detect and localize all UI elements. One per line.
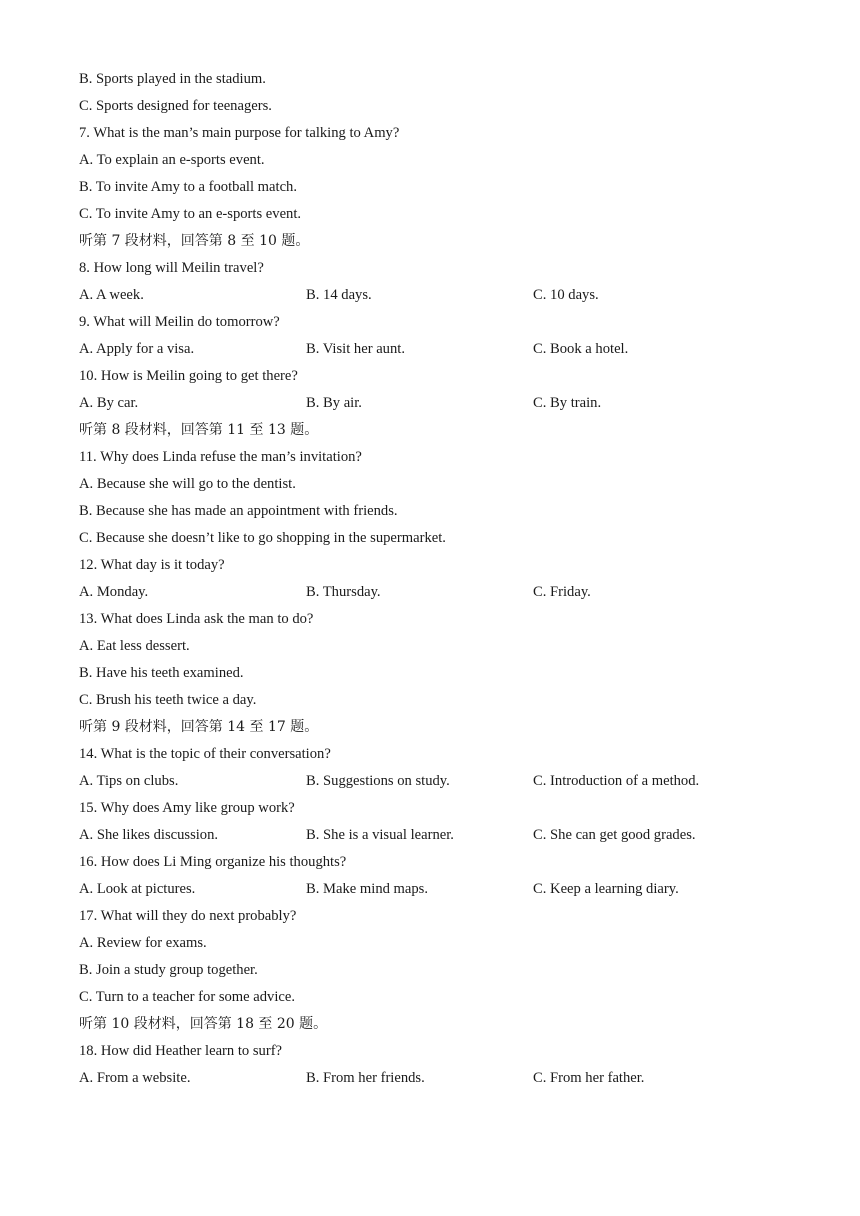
- answer-option: C. Brush his teeth twice a day.: [79, 692, 257, 708]
- answer-option: A. Eat less dessert.: [79, 638, 190, 654]
- question-text: 12. What day is it today?: [79, 557, 225, 573]
- section-instruction: 听第 9 段材料，回答第 14 至 17 题。: [79, 719, 319, 735]
- question-list: [79, 68, 799, 1094]
- answer-option-a: A. Tips on clubs.: [79, 773, 179, 789]
- question-text: 15. Why does Amy like group work?: [79, 800, 295, 816]
- answer-options-row: [79, 581, 799, 608]
- answer-option-b: B. She is a visual learner.: [306, 827, 454, 843]
- answer-option-b: B. From her friends.: [306, 1070, 425, 1086]
- answer-option: B. Join a study group together.: [79, 962, 258, 978]
- answer-option-c: C. 10 days.: [533, 287, 599, 303]
- answer-option-c: C. Book a hotel.: [533, 341, 629, 357]
- answer-option-b: B. By air.: [306, 395, 362, 411]
- answer-option-a: A. Look at pictures.: [79, 881, 196, 897]
- answer-option: C. Because she doesn’t like to go shopping in the supermarket.: [79, 530, 446, 546]
- question-text: 14. What is the topic of their conversation?: [79, 746, 331, 762]
- answer-option: B. Sports played in the stadium.: [79, 71, 266, 87]
- section-instruction: 听第 10 段材料，回答第 18 至 20 题。: [79, 1016, 328, 1032]
- answer-options-row: [79, 284, 799, 311]
- answer-option-b: B. Thursday.: [306, 584, 381, 600]
- answer-option: B. Because she has made an appointment with friends.: [79, 503, 398, 519]
- answer-option-b: B. 14 days.: [306, 287, 372, 303]
- answer-options-row: [79, 824, 799, 851]
- answer-option: B. Have his teeth examined.: [79, 665, 244, 681]
- answer-option-a: A. A week.: [79, 287, 144, 303]
- question-text: 17. What will they do next probably?: [79, 908, 297, 924]
- question-text: 16. How does Li Ming organize his thoughts?: [79, 854, 347, 870]
- answer-option: C. To invite Amy to an e-sports event.: [79, 206, 302, 222]
- answer-option-b: B. Visit her aunt.: [306, 341, 405, 357]
- answer-option: A. Review for exams.: [79, 935, 207, 951]
- answer-option-a: A. Monday.: [79, 584, 149, 600]
- answer-option: C. Turn to a teacher for some advice.: [79, 989, 296, 1005]
- answer-options-row: [79, 770, 799, 797]
- answer-option: B. To invite Amy to a football match.: [79, 179, 297, 195]
- answer-option-a: A. From a website.: [79, 1070, 191, 1086]
- answer-option-c: C. By train.: [533, 395, 602, 411]
- answer-options-row: [79, 878, 799, 905]
- answer-option: A. Because she will go to the dentist.: [79, 476, 296, 492]
- answer-option: A. To explain an e-sports event.: [79, 152, 265, 168]
- answer-option-c: C. Friday.: [533, 584, 591, 600]
- question-text: 11. Why does Linda refuse the man’s invitation?: [79, 449, 362, 465]
- question-text: 9. What will Meilin do tomorrow?: [79, 314, 280, 330]
- answer-option-b: B. Make mind maps.: [306, 881, 429, 897]
- answer-options-row: [79, 392, 799, 419]
- question-text: 18. How did Heather learn to surf?: [79, 1043, 283, 1059]
- answer-option-c: C. Keep a learning diary.: [533, 881, 679, 897]
- answer-option-b: B. Suggestions on study.: [306, 773, 450, 789]
- answer-options-row: [79, 1067, 799, 1094]
- answer-option-c: C. She can get good grades.: [533, 827, 696, 843]
- answer-option-a: A. She likes discussion.: [79, 827, 219, 843]
- answer-options-row: [79, 338, 799, 365]
- answer-option: C. Sports designed for teenagers.: [79, 98, 272, 114]
- answer-option-a: A. Apply for a visa.: [79, 341, 195, 357]
- question-text: 7. What is the man’s main purpose for talking to Amy?: [79, 125, 400, 141]
- answer-option-a: A. By car.: [79, 395, 139, 411]
- question-text: 13. What does Linda ask the man to do?: [79, 611, 314, 627]
- section-instruction: 听第 8 段材料，回答第 11 至 13 题。: [79, 422, 319, 438]
- answer-option-c: C. Introduction of a method.: [533, 773, 700, 789]
- answer-option-c: C. From her father.: [533, 1070, 645, 1086]
- question-text: 8. How long will Meilin travel?: [79, 260, 264, 276]
- question-text: 10. How is Meilin going to get there?: [79, 368, 298, 384]
- section-instruction: 听第 7 段材料，回答第 8 至 10 题。: [79, 233, 310, 249]
